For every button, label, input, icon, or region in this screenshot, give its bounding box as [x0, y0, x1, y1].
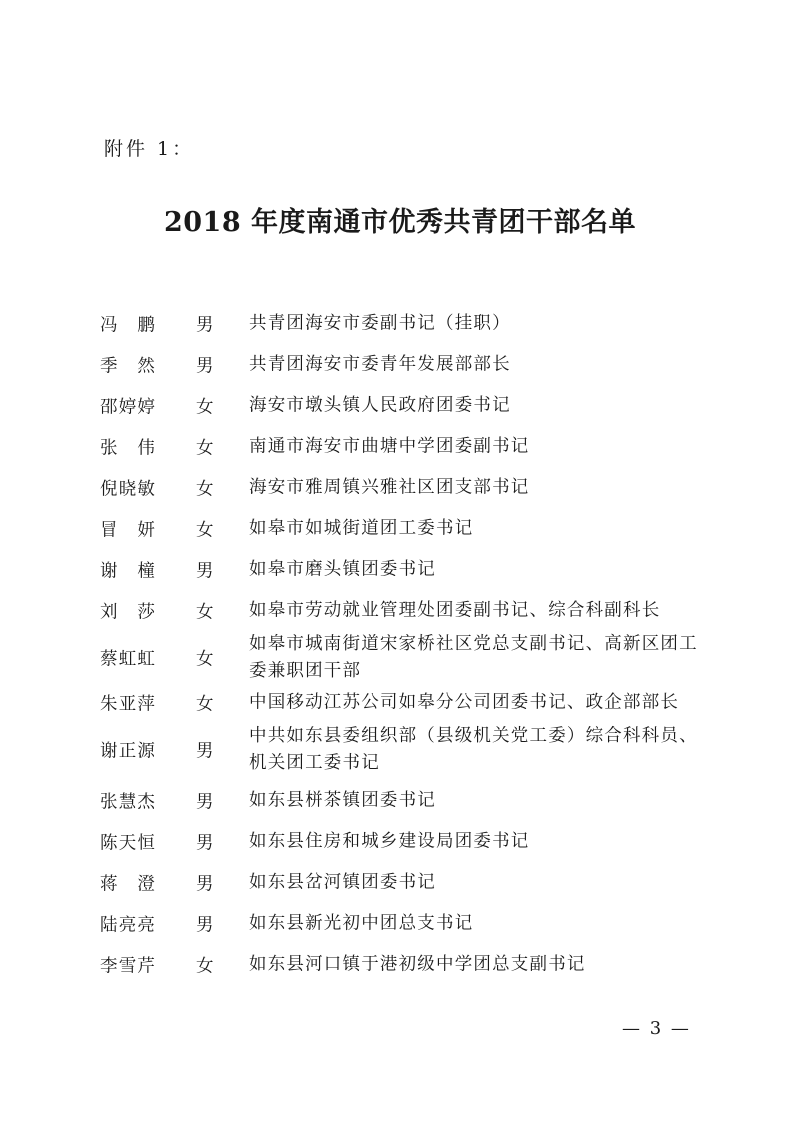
page-number: — 3 —: [622, 1018, 691, 1039]
person-gender: 男: [196, 741, 215, 762]
person-gender: 男: [196, 356, 215, 376]
person-gender: 男: [196, 833, 215, 853]
person-name: 陈天恒: [100, 833, 157, 853]
person-position: 中国移动江苏公司如皋分公司团委书记、政企部部长: [249, 692, 680, 712]
person-gender: 女: [196, 397, 215, 417]
person-position: 如皋市如城街道团工委书记: [249, 518, 474, 538]
person-name: 刘 莎: [100, 602, 157, 622]
person-gender: 女: [196, 479, 215, 499]
person-name: 冒 妍: [100, 520, 157, 540]
person-name: 陆亮亮: [100, 915, 157, 935]
person-name: 李雪芹: [100, 956, 157, 976]
person-position: 如东县河口镇于港初级中学团总支副书记: [249, 954, 586, 974]
person-name: 张慧杰: [100, 792, 157, 812]
person-name: 季 然: [100, 356, 157, 376]
list-item: [0, 631, 800, 685]
person-gender: 男: [196, 915, 215, 935]
list-item: [0, 862, 800, 903]
person-name: 谢正源: [100, 741, 157, 762]
list-item: [0, 303, 800, 344]
person-position: 共青团海安市委副书记（挂职）: [249, 313, 511, 333]
person-gender: 男: [196, 874, 215, 894]
list-item: [0, 821, 800, 862]
person-gender: 男: [196, 792, 215, 812]
person-position: 南通市海安市曲塘中学团委副书记: [249, 436, 530, 456]
person-gender: 女: [196, 956, 215, 976]
honoree-list: [0, 303, 800, 985]
person-position: 如皋市磨头镇团委书记: [249, 559, 436, 579]
person-name: 蒋 澄: [100, 874, 157, 894]
list-item: [0, 590, 800, 631]
person-gender: 女: [196, 602, 215, 622]
person-position: 如东县新光初中团总支书记: [249, 913, 474, 933]
list-item: [0, 467, 800, 508]
person-gender: 男: [196, 315, 215, 335]
list-item: [0, 780, 800, 821]
person-name: 倪晓敏: [100, 479, 157, 499]
list-item: [0, 426, 800, 467]
person-name: 蔡虹虹: [100, 649, 157, 670]
list-item: [0, 508, 800, 549]
list-item: [0, 685, 800, 720]
list-item: [0, 944, 800, 985]
list-item: [0, 344, 800, 385]
list-item: [0, 385, 800, 426]
list-item: [0, 720, 800, 780]
person-gender: 女: [196, 649, 215, 670]
person-name: 谢 橦: [100, 561, 157, 581]
person-position: 海安市墩头镇人民政府团委书记: [249, 395, 511, 415]
person-position: 如皋市城南街道宋家桥社区党总支副书记、高新区团工委兼职团干部: [249, 634, 698, 681]
person-position: 中共如东县委组织部（县级机关党工委）综合科科员、机关团工委书记: [249, 726, 698, 773]
person-name: 朱亚萍: [100, 694, 157, 714]
person-position: 如皋市劳动就业管理处团委副书记、综合科副科长: [249, 600, 661, 620]
person-gender: 女: [196, 520, 215, 540]
document-title: 2018 年度南通市优秀共青团干部名单: [163, 207, 637, 238]
person-position: 如东县岔河镇团委书记: [249, 872, 436, 892]
person-position: 如东县住房和城乡建设局团委书记: [249, 831, 530, 851]
person-position: 海安市雅周镇兴雅社区团支部书记: [249, 477, 530, 497]
attachment-label: 附件 1：: [104, 138, 195, 160]
person-name: 张 伟: [100, 438, 157, 458]
list-item: [0, 549, 800, 590]
person-position: 共青团海安市委青年发展部部长: [249, 354, 511, 374]
person-gender: 男: [196, 561, 215, 581]
person-name: 冯 鹏: [100, 315, 157, 335]
person-gender: 女: [196, 694, 215, 714]
person-position: 如东县栟茶镇团委书记: [249, 790, 436, 810]
person-name: 邵婷婷: [100, 397, 157, 417]
list-item: [0, 903, 800, 944]
person-gender: 女: [196, 438, 215, 458]
